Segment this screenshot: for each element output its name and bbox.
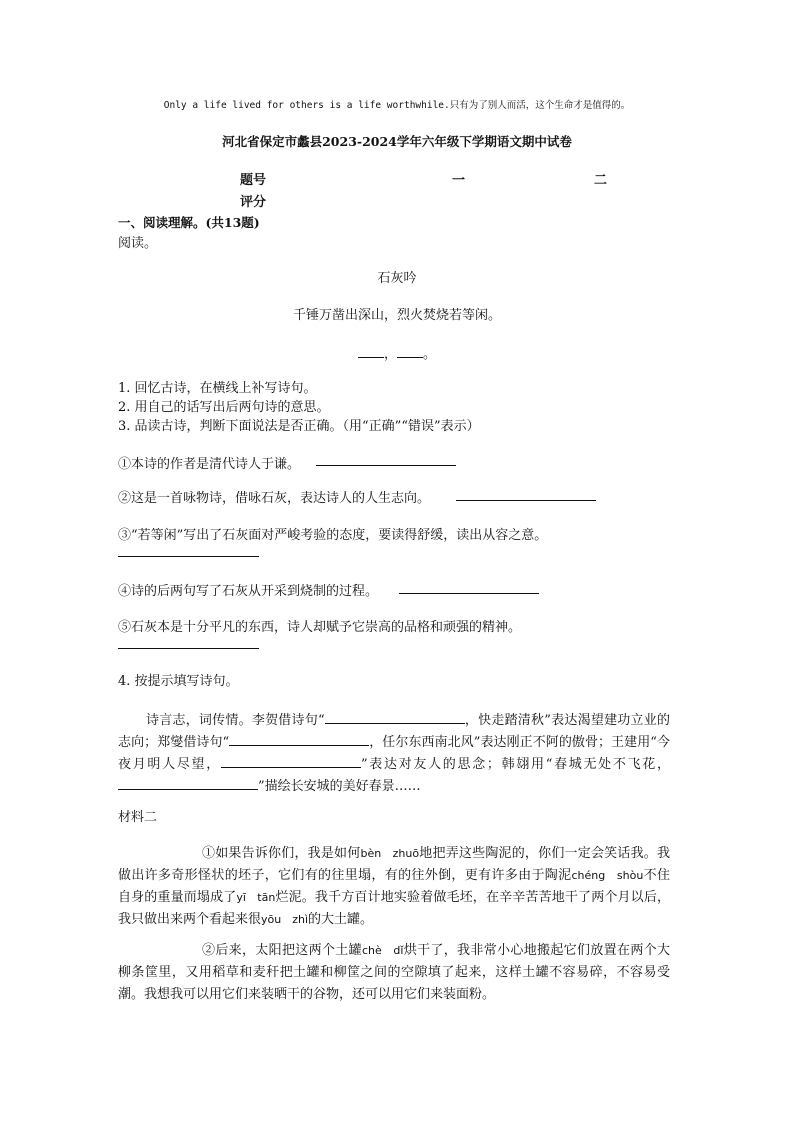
judgement-4-answer-line[interactable] xyxy=(399,593,539,594)
pinyin-1: bèn zhuō xyxy=(360,847,420,860)
q4-text-b: ，快走踏清秋”表达渴望建功立业的志向；郑燮借诗句“ xyxy=(118,713,670,750)
pinyin-2: chéng shòu xyxy=(571,869,644,882)
score-table-col-2: 二 xyxy=(594,173,608,188)
pinyin-5: chè dǐ xyxy=(361,944,404,957)
m2-p1-text-b: 地把弄这些陶泥的，你们一定会笑话我。我做出许多奇形怪状的坯子，它们有的往里塌，有的往外倒，更有许多由于陶泥 xyxy=(118,846,670,883)
m2-p1-text-c: 不住自身的重量而塌成了 xyxy=(118,868,670,905)
section-intro: 阅读。 xyxy=(118,236,158,251)
question-2: 2. 用自己的话写出后两句诗的意思。 xyxy=(118,400,330,415)
poem-blank-separator: ， xyxy=(383,347,397,362)
judgement-2-answer-line[interactable] xyxy=(456,500,596,501)
m2-p1-text-e: 的大土罐。 xyxy=(308,912,374,927)
section-heading: 一、阅读理解。(共13题) xyxy=(118,215,260,230)
poem-blank-line xyxy=(0,343,794,362)
score-table-row-label-number: 题号 xyxy=(240,173,267,188)
question-3: 3. 品读古诗，判断下面说法是否正确。（用“正确”“错误”表示） xyxy=(118,419,480,434)
judgement-5-answer-line[interactable] xyxy=(118,648,259,649)
material-2-heading: 材料二 xyxy=(118,810,158,825)
judgement-5: ⑤石灰本是十分平凡的东西，诗人却赋予它崇高的品格和顽强的精神。 xyxy=(118,620,522,635)
poem-blank-2[interactable] xyxy=(397,345,423,358)
pinyin-4: yōu zhì xyxy=(261,913,309,926)
question-4-paragraph xyxy=(118,710,670,798)
poem-title: 石灰吟 xyxy=(377,271,417,286)
score-table-row-label-score: 评分 xyxy=(240,195,267,210)
q4-blank-2[interactable] xyxy=(229,733,369,746)
q4-text-c: ，任尔东西南北风”表达刚正不阿的傲骨；王建用“今夜月明人尽望， xyxy=(118,735,670,772)
judgement-3-answer-line[interactable] xyxy=(118,556,259,557)
judgement-1-answer-line[interactable] xyxy=(316,465,456,466)
question-1: 1. 回忆古诗，在横线上补写诗句。 xyxy=(118,381,317,396)
judgement-4: ④诗的后两句写了石灰从开采到烧制的过程。 xyxy=(118,584,379,599)
motto: Only a life lived for others is a life worthwhile.只有为了别人而活，这个生命才是值得的。 xyxy=(163,100,631,111)
m2-p1-text-a: ①如果告诉你们，我是如何 xyxy=(202,846,361,861)
q4-blank-1[interactable] xyxy=(325,711,465,724)
q4-blank-4[interactable] xyxy=(118,777,258,790)
pinyin-3: yī tān xyxy=(236,891,276,904)
question-4: 4. 按提示填写诗句。 xyxy=(118,674,239,689)
material-2-paragraph-2 xyxy=(118,940,670,1006)
q4-text-e: ”描绘长安城的美好春景…… xyxy=(258,779,421,794)
m2-p2-text-a: ②后来，太阳把这两个土罐 xyxy=(202,943,362,958)
score-table-col-1: 一 xyxy=(452,173,466,188)
q4-text-a: 诗言志，词传情。李贺借诗句“ xyxy=(146,713,325,728)
q4-text-d: ”表达对友人的思念；韩翃用“春城无处不飞花， xyxy=(360,757,670,772)
judgement-2: ②这是一首咏物诗，借咏石灰，表达诗人的人生志向。 xyxy=(118,491,431,506)
poem-line-1: 千锤万凿出深山，烈火焚烧若等闲。 xyxy=(292,308,501,323)
q4-blank-3[interactable] xyxy=(221,755,361,768)
page-title: 河北省保定市蠡县2023-2024学年六年级下学期语文期中试卷 xyxy=(222,134,572,149)
judgement-1: ①本诗的作者是清代诗人于谦。 xyxy=(118,457,301,472)
m2-p2-text-b: 烘干了，我非常小心地搬起它们放置在两个大柳条筐里，又用稻草和麦秆把土罐和柳筐之间的空隙填了起来，这样土罐不容易碎，不容易受潮。我想我可以用它们来装晒干的谷物，还可以用它们来装面粉。 xyxy=(118,943,670,1002)
judgement-3: ③“若等闲”写出了石灰面对严峻考验的态度，要读得舒缓，读出从容之意。 xyxy=(118,528,548,543)
material-2-paragraph-1 xyxy=(118,843,670,931)
poem-blank-end: 。 xyxy=(423,347,437,362)
poem-blank-1[interactable] xyxy=(358,345,384,358)
m2-p1-text-d: 烂泥。我千方百计地实验着做毛坯，在辛辛苦苦地干了两个月以后，我只做出来两个看起来很 xyxy=(118,890,670,927)
